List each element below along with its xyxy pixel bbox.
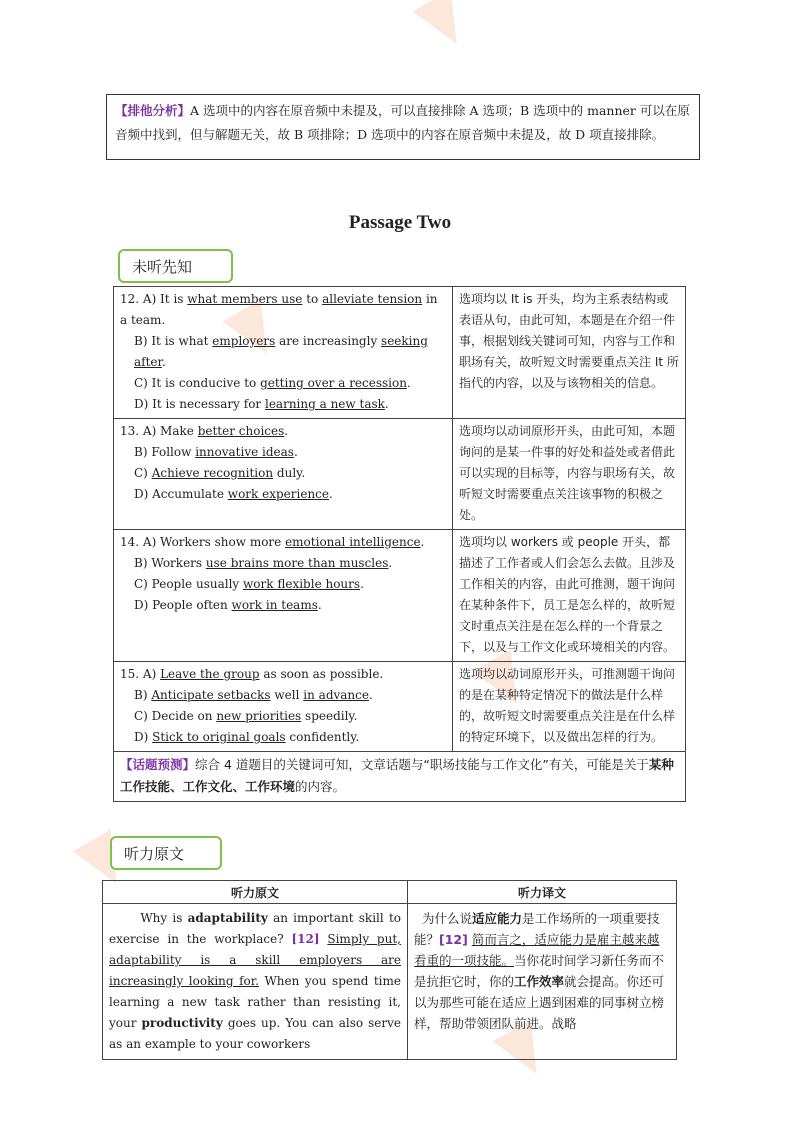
question-options [114,530,453,662]
option-text: B) Follow [134,445,196,459]
option-line [120,373,446,394]
exclusion-analysis-box [106,94,700,160]
question-analysis: 选项均以 It is 开头，均为主系表结构或表语从句，由此可知，本题是在介绍一件事，根据划线关键词可知，内容与工作和职场有关，故听短文时需要重点关注 It 所指代的内容，以及与该物相关的信息。 [453,287,686,419]
option-text: . [161,355,166,369]
transcript-table [102,880,677,1060]
option-line [120,706,446,727]
transcript-zh-answer: 简而言之，适应能力是雇主越来越看重的一项技能。 [414,932,660,968]
option-keyword: getting over a recession [260,376,407,390]
question-row [114,662,686,752]
transcript-en-text: When you spend time learning a new task rather than resisting it, your [109,974,401,1030]
transcript-en-keyword: adaptability [187,911,268,925]
option-text: . [360,577,364,591]
exclusion-analysis-text: A 选项中的内容在原音频中未提及，可以直接排除 A 选项；B 选项中的 manner 可以在原音频中找到，但与解题无关，故 B 项排除；D 选项中的内容在原音频中未提及，故 D 项直接排除。 [115,103,690,142]
option-line [120,574,446,595]
option-keyword: Stick to original goals [152,730,286,744]
option-text: in a team. [120,292,438,327]
option-text: . [368,688,373,702]
transcript-zh-text: 为什么说 [421,911,472,926]
topic-prediction-text: 综合 4 道题目的关键词可知，文章话题与“职场技能与工作文化”有关，可能是关于 [195,757,649,772]
question-row [114,287,686,419]
option-text: . [293,445,298,459]
section-label-transcript: 听力原文 [110,836,222,870]
option-text: are increasingly [275,334,382,348]
option-text: C) It is conducive to [134,376,261,390]
transcript-zh-text: 是工作场所的一项重要技能？ [414,911,660,947]
question-analysis: 选项均以动词原形开头，可推测题干询问的是在某种特定情况下的做法是什么样的，故听短文时需要重点关注是在什么样的特定环境下，以及做出怎样的行为。 [453,662,686,752]
option-keyword: work experience [227,487,329,501]
option-text: D) People often [134,598,232,612]
transcript-en-answer: Simply put, adaptability is a skill employers are increasingly looking for. [109,932,401,988]
option-text: . [284,424,289,438]
question-marker: [12] [439,932,468,947]
option-text: to [302,292,323,306]
option-keyword: innovative ideas [195,445,294,459]
option-line [120,331,446,373]
topic-prediction-keywords: 某种工作技能、工作文化、工作环境 [120,757,674,794]
option-text: B) It is what [134,334,213,348]
option-text: B) [134,688,152,702]
option-line [120,484,446,505]
option-text: 14. A) Workers show more [120,535,286,549]
transcript-zh [408,904,677,1060]
topic-prediction-text-end: 的内容。 [295,779,346,794]
question-analysis: 选项均以 workers 或 people 开头，都描述了工作者或人们会怎么去做。且涉及工作相关的内容，由此可推测，题干询问在某种条件下，员工是怎么样的，故听短文时重点关注是在怎么样的一个背景之下，以及与工作文化或环境相关的内容。 [453,530,686,662]
topic-prediction-tag: 【话题预测】 [120,757,196,772]
exclusion-analysis-tag: 【排他分析】 [115,103,191,118]
option-line [120,394,446,415]
option-text: well [270,688,304,702]
option-line [120,664,446,685]
question-marker: [12] [291,932,320,946]
option-keyword: work flexible hours [243,577,361,591]
option-text: . [317,598,322,612]
option-text: . [420,535,425,549]
option-line [120,595,446,616]
question-options [114,662,453,752]
option-text: D) It is necessary for [134,397,265,411]
option-text: 15. A) [120,667,161,681]
transcript-en-keyword: productivity [141,1016,223,1030]
option-text: C) Decide on [134,709,217,723]
question-analysis: 选项均以动词原形开头，由此可知，本题询问的是某一件事的好处和益处或者借此可以实现的目标等，内容与职场有关，故听短文时需要重点关注该事物的积极之处。 [453,419,686,530]
option-text: D) [134,730,153,744]
option-text: confidently. [285,730,360,744]
option-line [120,553,446,574]
option-line [120,421,446,442]
option-line [120,685,446,706]
question-row [114,530,686,662]
option-text: . [388,556,393,570]
option-line [120,442,446,463]
transcript-en-text: goes up. You can also serve as an example to your coworkers [109,1016,401,1051]
option-text: C) People usually [134,577,244,591]
option-keyword: seeking after [134,334,428,369]
transcript-zh-keyword: 工作效率 [514,974,565,989]
option-keyword: in advance [303,688,369,702]
option-text: B) Workers [134,556,206,570]
option-keyword: new priorities [216,709,302,723]
option-keyword: what members use [187,292,303,306]
option-keyword: alleviate tension [322,292,423,306]
question-row [114,419,686,530]
transcript-en [103,904,408,1060]
option-text: speedily. [301,709,358,723]
transcript-zh-text: 就会提高。你还可以为那些可能在适应上遇到困难的同事树立榜样，帮助带领团队前进。战略 [414,974,665,1031]
transcript-en-text: Why is [140,911,188,925]
option-keyword: work in teams [231,598,318,612]
option-keyword: use brains more than muscles [205,556,389,570]
question-preview-table [113,286,686,802]
option-text: . [329,487,333,501]
option-keyword: emotional intelligence [285,535,421,549]
option-keyword: Anticipate setbacks [151,688,271,702]
question-options [114,419,453,530]
transcript-header-en: 听力原文 [103,881,408,904]
option-text: . [406,376,411,390]
transcript-header-zh: 听力译文 [408,881,677,904]
option-keyword: learning a new task [264,397,385,411]
section-label-preview: 未听先知 [118,249,233,283]
option-line [120,532,446,553]
option-line [120,463,446,484]
option-text: D) Accumulate [134,487,228,501]
option-keyword: employers [212,334,276,348]
option-text: 13. A) Make [120,424,198,438]
question-options [114,287,453,419]
option-keyword: Leave the group [160,667,260,681]
option-keyword: better choices [197,424,285,438]
option-text: 12. A) It is [120,292,188,306]
transcript-zh-keyword: 适应能力 [471,911,522,926]
topic-prediction [114,752,686,802]
option-line [120,289,446,331]
option-keyword: Achieve recognition [151,466,274,480]
transcript-en-text: an important skill to exercise in the workplace? [109,911,401,946]
option-text: C) [134,466,152,480]
option-text: . [384,397,389,411]
watermark [405,0,489,63]
option-text: as soon as possible. [259,667,384,681]
transcript-zh-text: 当你花时间学习新任务而不是抗拒它时，你的 [414,953,665,989]
passage-title: Passage Two [348,212,452,233]
option-text: duly. [273,466,306,480]
option-line [120,727,446,748]
